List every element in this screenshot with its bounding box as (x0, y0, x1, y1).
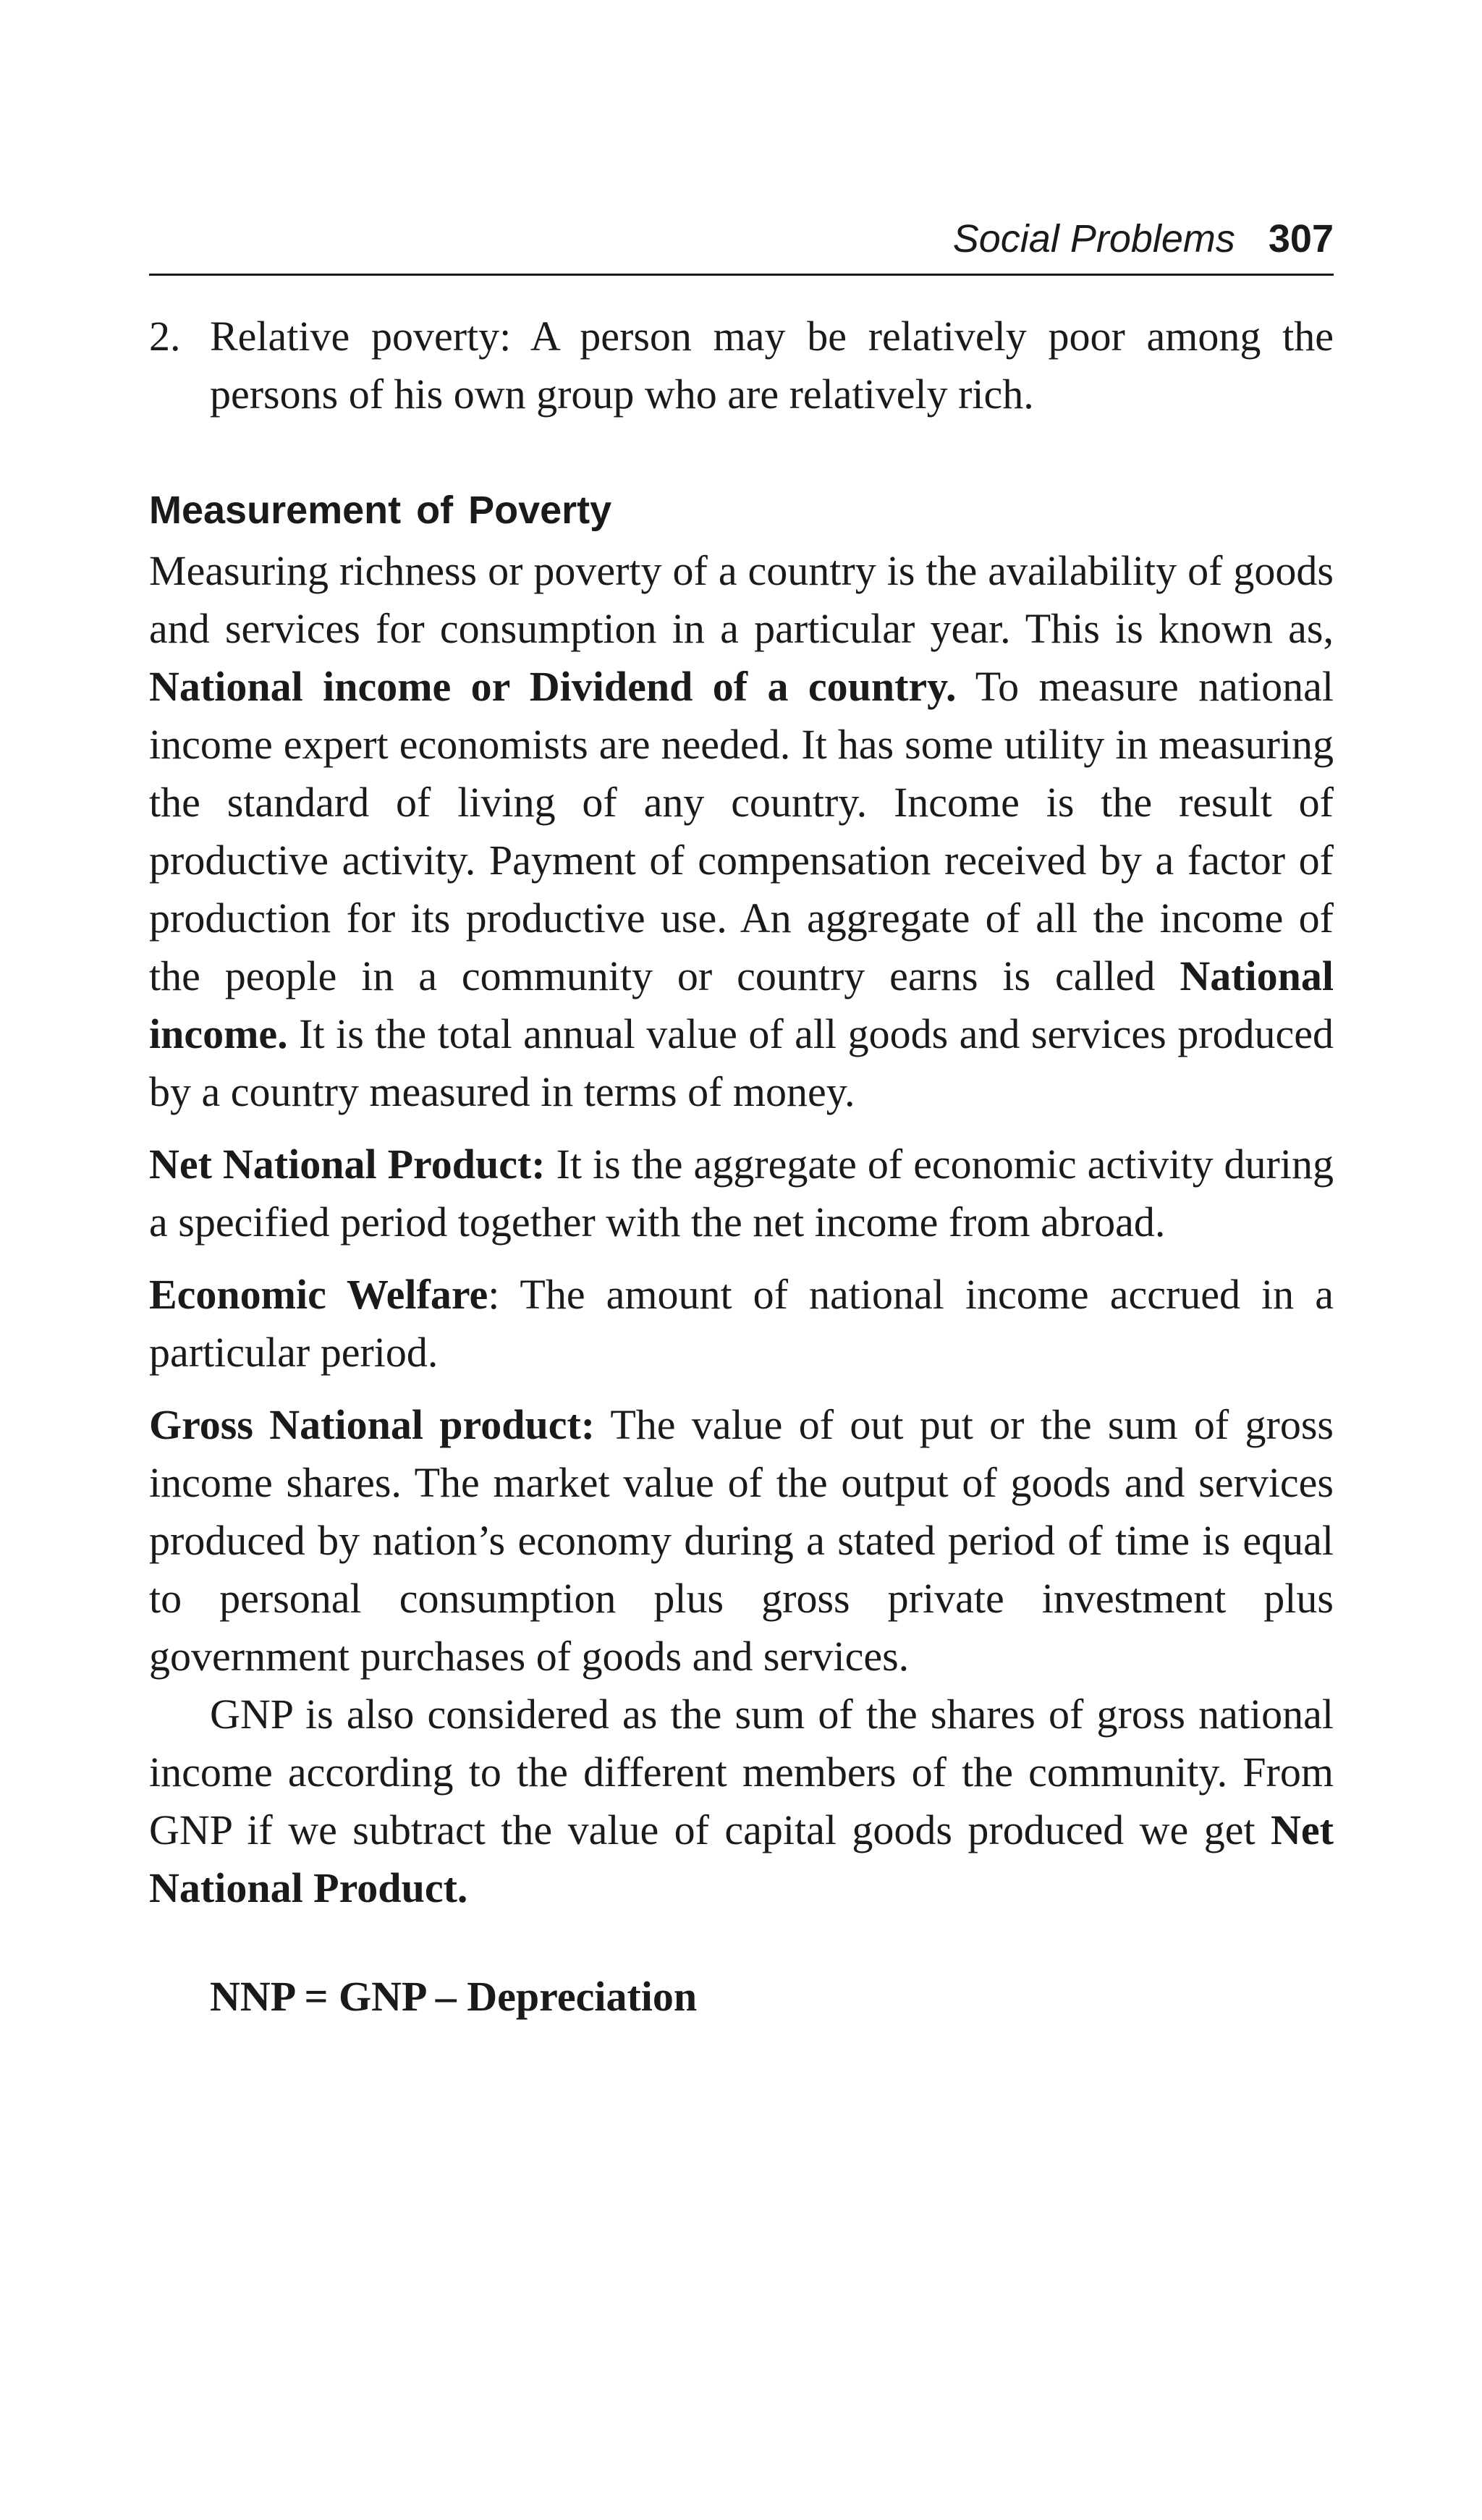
paragraph-national-income (149, 542, 1334, 1121)
formula: NNP = GNP – Depreciation (210, 1973, 698, 2020)
paragraph-text: To measure national income expert economists are needed. It has some utility in measuring the standard of living of any country. Income is the result of productive activity. Payment of compensation received by a factor of production for its productive use. An aggregate of all the income of the people in a community or country earns is called (149, 663, 1334, 999)
definition-term: Gross National product: (149, 1401, 596, 1448)
paragraph-gnp (149, 1686, 1334, 1917)
bold-term: National income or Dividend of a country. (149, 663, 957, 710)
list-item-number: 2. (149, 313, 181, 360)
definition-term: Net National Product: (149, 1141, 546, 1188)
definition-term: Economic Welfare (149, 1271, 488, 1318)
paragraph-text: It is the total annual value of all goods and services produced by a country measured in terms of money. (149, 1010, 1334, 1115)
running-header (149, 210, 1334, 276)
list-item-relative-poverty (149, 308, 1334, 423)
bold-term: National income. (149, 952, 1334, 1057)
paragraph-text: GNP is also considered as the sum of the shares of gross national income according to the different members of the community. From GNP if we subtract the value of capital goods produced we get (149, 1691, 1334, 1853)
page-body (149, 308, 1334, 1917)
page-number: 307 (1268, 217, 1334, 261)
paragraph-text: Measuring richness or poverty of a country is the availability of goods and services for consumption in a particular year. This is known as, (149, 547, 1334, 652)
list-item-text: Relative poverty: A person may be relatively poor among the persons of his own group who are relatively rich. (210, 313, 1334, 418)
paragraph-net-national-product (149, 1136, 1334, 1251)
definition-text: It is the aggregate of economic activity during a specified period together with the net income from abroad. (149, 1141, 1334, 1246)
paragraph-gross-national-product (149, 1396, 1334, 1686)
paragraph-economic-welfare (149, 1266, 1334, 1382)
definition-text: : The amount of national income accrued in a particular period. (149, 1271, 1334, 1376)
bold-term: Net National Product. (149, 1806, 1334, 1911)
book-page (149, 210, 1334, 2026)
definition-text: The value of out put or the sum of gross income shares. The market value of the output of goods and services produced by nation’s economy during a stated period of time is equal to personal consumption plus gross private investment plus government purchases of goods and services. (149, 1401, 1334, 1680)
section-heading: Measurement of Poverty (149, 489, 612, 532)
section-title: Social Problems (952, 217, 1235, 261)
